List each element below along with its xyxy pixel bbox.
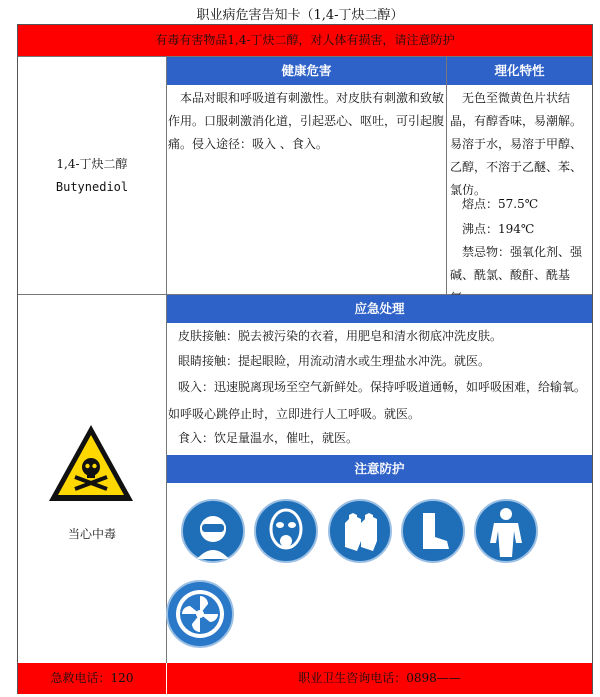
melting-point: 熔点：57.5℃ [462, 197, 539, 211]
protective-boots-icon [401, 499, 465, 563]
protection-heading: 注意防护 [167, 455, 592, 483]
health-hazard-text: 本品对眼和呼吸道有刺激性。对皮肤有刺激和致敏作用。口服刺激消化道，引起恶心、呕吐，可引起腹痛。侵入途径：吸入 、食入。 [168, 91, 445, 151]
ventilation-fan-icon [166, 580, 234, 648]
emergency-inhalation-cont: 如呼吸心跳停止时，立即进行人工呼吸。就医。 [168, 407, 421, 421]
emergency-heading: 应急处理 [167, 295, 592, 323]
emergency-eye: 眼睛接触：提起眼睑，用流动清水或生理盐水冲洗。就医。 [178, 354, 491, 368]
protective-gloves-icon [328, 499, 392, 563]
emergency-skin: 皮肤接触：脱去被污染的衣着，用肥皂和清水彻底冲洗皮肤。 [178, 329, 503, 343]
divider [166, 56, 167, 663]
hazard-notice-card [17, 24, 593, 694]
emergency-inhalation: 吸入：迅速脱离现场至空气新鲜处。保持呼吸道通畅，如呼吸困难，给输氧。 [178, 380, 587, 394]
forbidden-substances: 禁忌物：强氧化剂、强碱、酰氯、酸酐、酰基 [450, 245, 583, 282]
physchem-heading: 理化特性 [447, 57, 592, 85]
face-shield-icon [181, 499, 245, 563]
protective-suit-icon [474, 499, 538, 563]
page-title: 职业病危害告知卡（1,4-丁炔二醇） [196, 8, 404, 23]
warning-sign-label: 当心中毒 [67, 527, 116, 541]
chemical-name-cn: 1,4-丁炔二醇 [56, 157, 128, 171]
divider [446, 56, 447, 294]
emergency-phone: 急救电话：120 [18, 663, 166, 694]
physchem-description: 无色至微黄色片状结晶，有醇香味，易潮解。易溶于水，易溶于甲醇、乙醇，不溶于乙醚、苯、氯仿。 [450, 91, 583, 197]
boiling-point: 沸点：194℃ [462, 222, 535, 236]
gas-mask-icon [254, 499, 318, 563]
consult-phone: 职业卫生咨询电话：0898—— [167, 663, 592, 694]
poison-warning-icon [47, 423, 135, 503]
emergency-ingestion: 食入：饮足量温水，催吐，就医。 [178, 431, 359, 445]
health-hazard-heading: 健康危害 [167, 57, 446, 85]
chemical-name-en: Butynediol [55, 180, 129, 194]
warning-banner: 有毒有害物品1,4-丁炔二醇，对人体有损害，请注意防护 [18, 25, 592, 56]
